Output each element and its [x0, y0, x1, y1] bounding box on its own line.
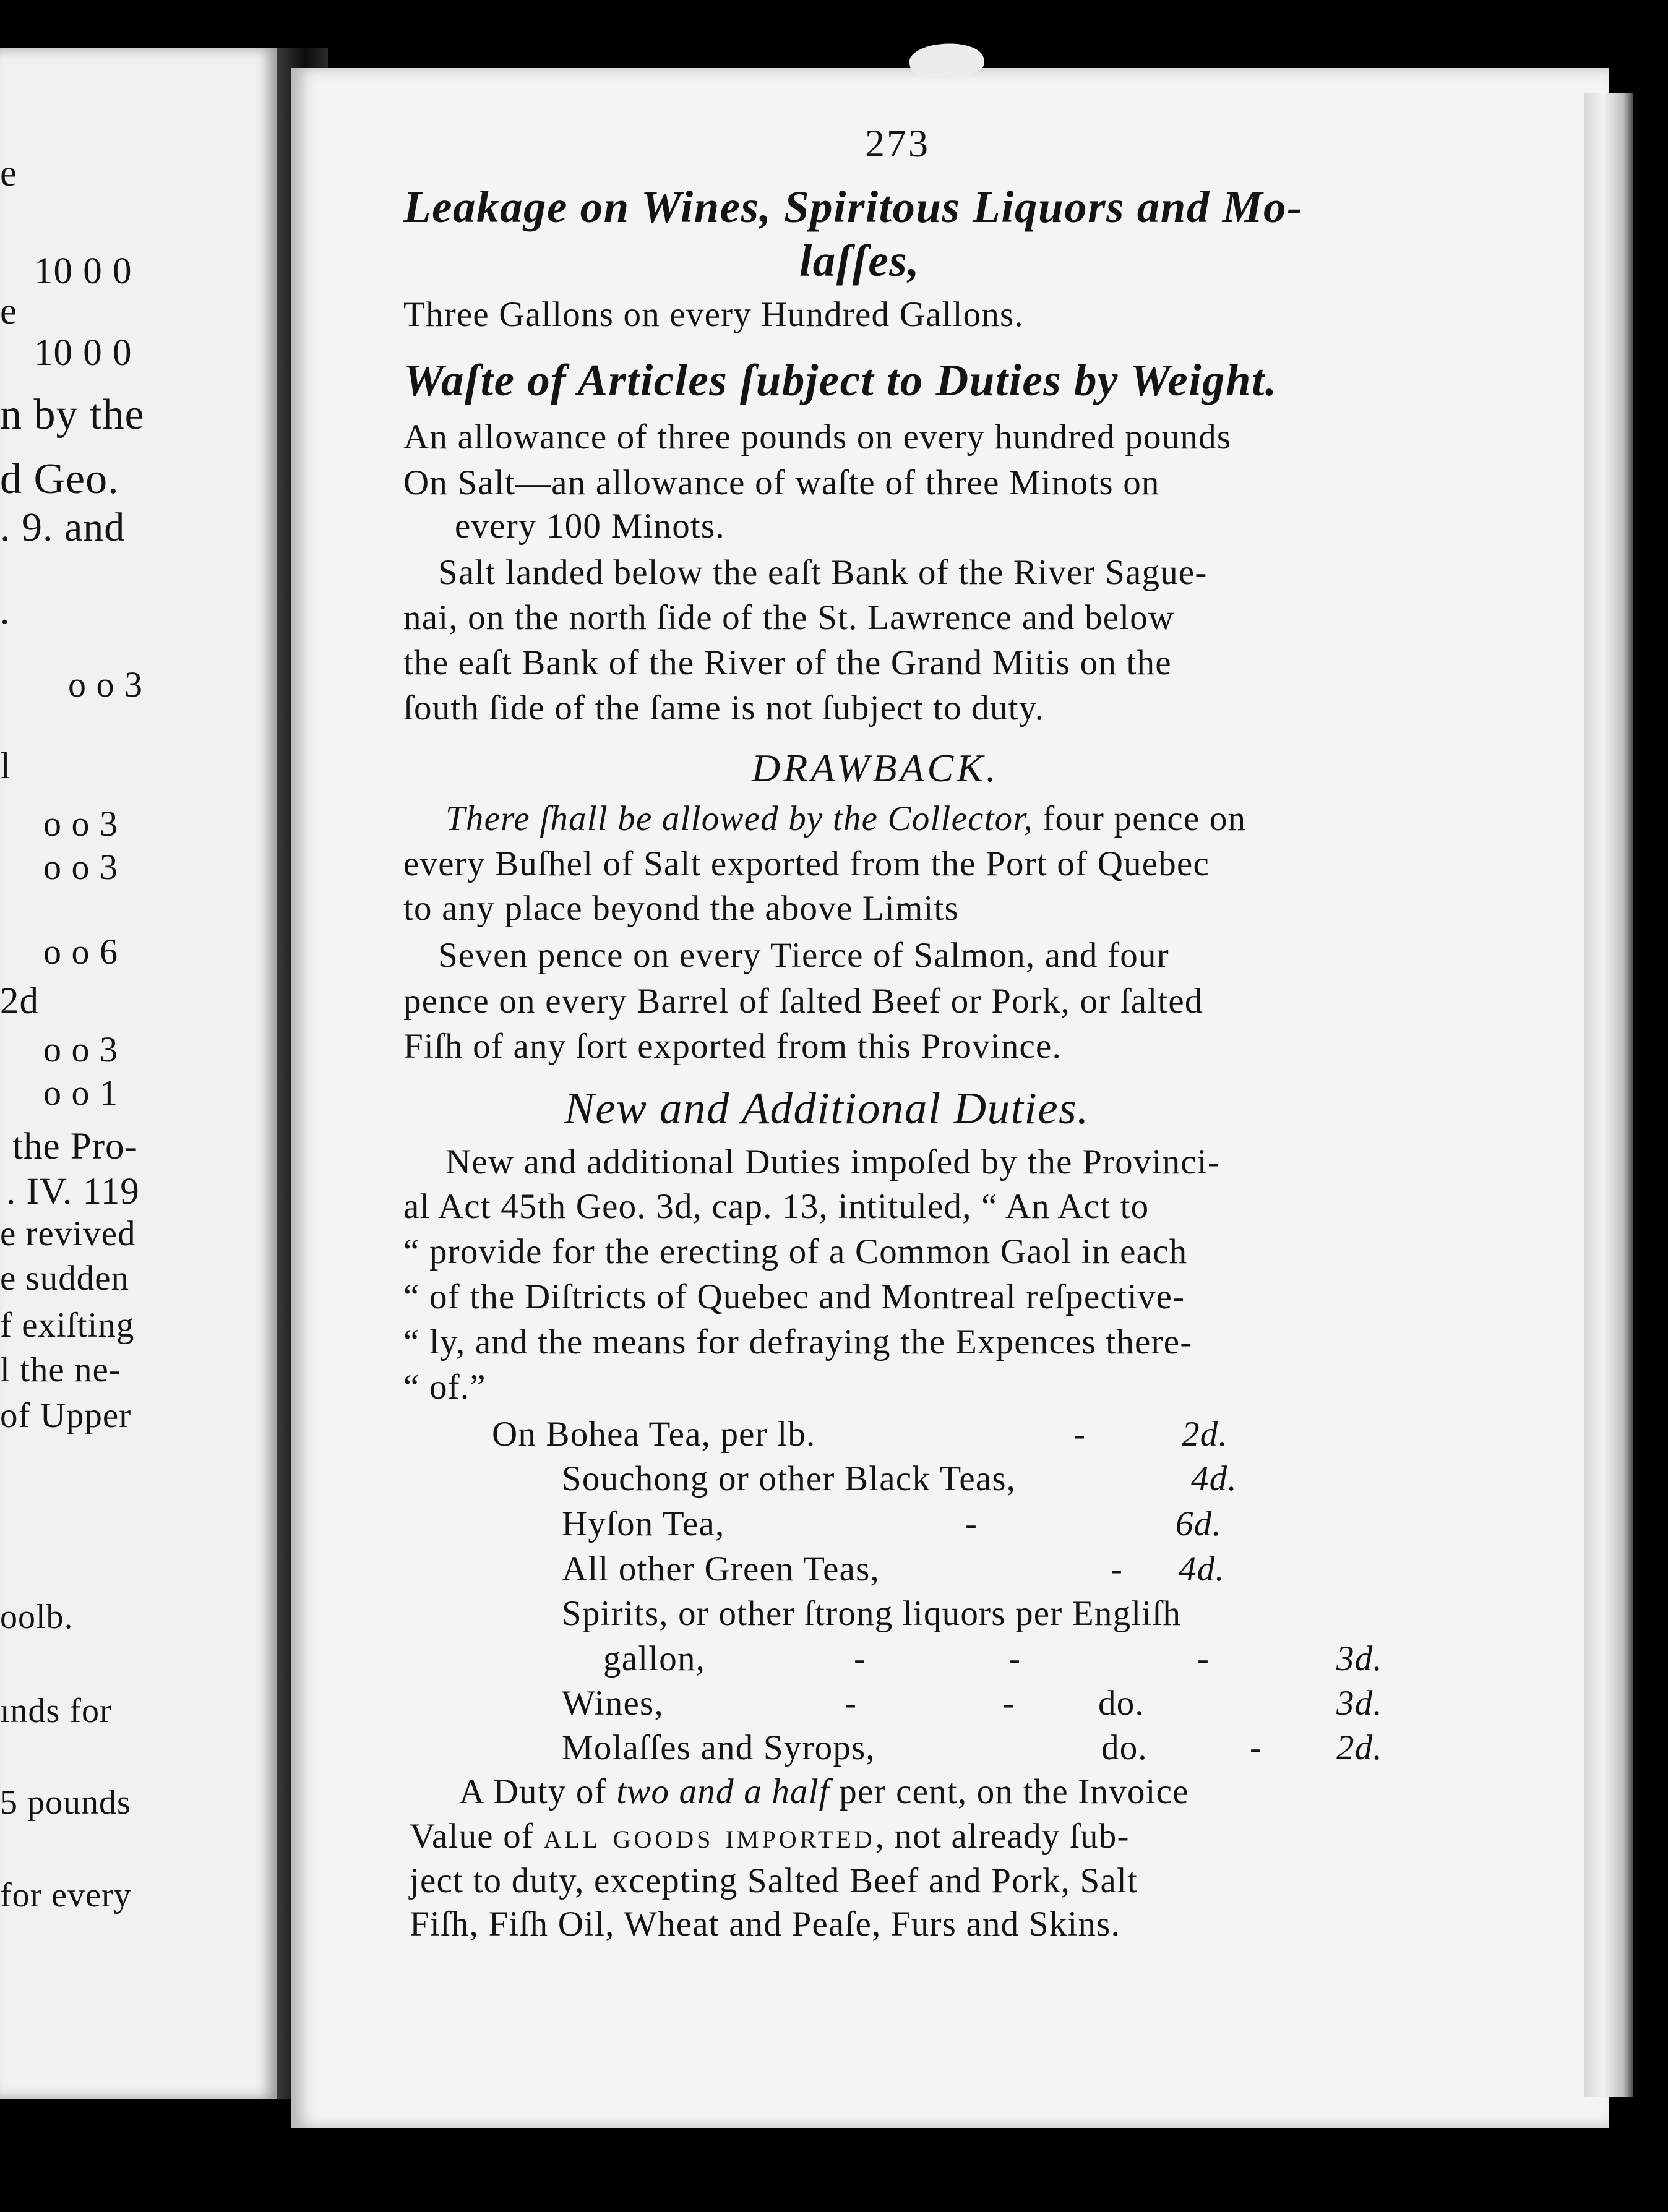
- text-line: Three Gallons on every Hundred Gallons.: [403, 295, 1024, 334]
- text-line: nai, on the north ſide of the St. Lawrence and below: [403, 598, 1175, 637]
- duty-dash: -: [845, 1684, 858, 1723]
- text-line: Fiſh, Fiſh Oil, Wheat and Peaſe, Furs and Skins.: [410, 1905, 1121, 1944]
- text-line: ject to duty, excepting Salted Beef and Pork, Salt: [410, 1861, 1138, 1900]
- text-line: to any place beyond the above Limits: [403, 889, 959, 928]
- text-line: pence on every Barrel of ſalted Beef or Pork, or ſalted: [403, 982, 1203, 1021]
- left-fragment: 2d: [0, 980, 39, 1022]
- left-fragment: 10 0 0: [34, 251, 132, 292]
- text-line: every Buſhel of Salt exported from the Port of Quebec: [403, 844, 1210, 883]
- duty-amount: 4d.: [1191, 1459, 1237, 1498]
- duty-dash: -: [854, 1639, 867, 1678]
- heading-waste: Waſte of Articles ſubject to Duties by Weight.: [403, 355, 1278, 405]
- text-line: “ of.”: [403, 1368, 486, 1407]
- left-fragment: e sudden: [0, 1259, 130, 1298]
- heading-leakage-continued: laſſes,: [799, 236, 920, 286]
- duty-amount: 6d.: [1176, 1504, 1222, 1543]
- duty-dash: -: [965, 1504, 978, 1543]
- text-line: On Salt—an allowance of waſte of three Minots on: [403, 463, 1160, 502]
- left-fragment: e revived: [0, 1214, 136, 1253]
- duty-amount: 2d.: [1182, 1415, 1228, 1454]
- left-fragment: l the ne-: [0, 1350, 121, 1389]
- duty-dash: -: [1250, 1728, 1263, 1767]
- left-fragment: e: [0, 291, 18, 332]
- heading-new-duties: New and Additional Duties.: [564, 1083, 1090, 1133]
- duty-item: Hyſon Tea,: [562, 1504, 725, 1543]
- left-fragment: l: [0, 745, 11, 787]
- text-run: A Duty of: [459, 1772, 617, 1811]
- page-number: 273: [865, 121, 930, 165]
- left-fragment: . IV. 119: [6, 1171, 140, 1212]
- duty-do: do.: [1101, 1728, 1148, 1767]
- duty-dash: -: [1197, 1639, 1210, 1678]
- duty-item: All other Green Teas,: [562, 1550, 880, 1588]
- heading-leakage: Leakage on Wines, Spiritous Liquors and Mo-: [403, 182, 1303, 232]
- left-fragment: . 9. and: [0, 505, 126, 550]
- text-run: four pence on: [1033, 799, 1247, 838]
- heading-drawback: DRAWBACK.: [752, 746, 999, 790]
- duty-amount: 3d.: [1336, 1684, 1383, 1723]
- left-fragment: ınds for: [0, 1692, 112, 1730]
- left-fragment: o o 3: [43, 804, 118, 844]
- left-fragment: the Pro-: [12, 1126, 138, 1167]
- left-fragment: e: [0, 153, 18, 194]
- text-run: per cent, on the Invoice: [829, 1772, 1189, 1811]
- italic-text: two and a half: [616, 1772, 830, 1811]
- left-fragment: o o 3: [43, 847, 118, 887]
- text-line: “ of the Diſtricts of Quebec and Montreal reſpective-: [403, 1277, 1185, 1316]
- left-fragment: f exiſting: [0, 1306, 135, 1345]
- small-caps-text: all goods imported: [543, 1817, 875, 1856]
- left-fragment: for every: [0, 1876, 132, 1914]
- text-line: “ provide for the erecting of a Common Gaol in each: [403, 1232, 1188, 1271]
- duty-item: Wines,: [562, 1684, 664, 1723]
- text-line: ſouth ſide of the ſame is not ſubject to duty.: [403, 688, 1045, 727]
- text-line: every 100 Minots.: [455, 507, 725, 546]
- duty-dash: -: [1111, 1550, 1124, 1588]
- left-fragment: o o 6: [43, 932, 118, 972]
- duty-dash: -: [1073, 1415, 1086, 1454]
- duty-amount: 3d.: [1336, 1639, 1383, 1678]
- italic-text: There ſhall be allowed by the Collector,: [445, 799, 1033, 838]
- text-line: al Act 45th Geo. 3d, cap. 13, intituled, “ An Act to: [403, 1187, 1150, 1226]
- left-fragment: 5 pounds: [0, 1783, 131, 1822]
- left-fragment: o o 3: [68, 664, 143, 705]
- ad-valorem-line: [459, 1774, 1189, 1809]
- duty-amount: 2d.: [1336, 1728, 1383, 1767]
- duty-item: On Bohea Tea, per lb.: [492, 1415, 816, 1454]
- text-run: , not already ſub-: [875, 1817, 1130, 1856]
- left-fragment: o o 1: [43, 1073, 118, 1113]
- text-line: An allowance of three pounds on every hundred pounds: [403, 418, 1232, 457]
- text-line: the eaſt Bank of the River of the Grand Mitis on the: [403, 643, 1172, 682]
- left-fragment: 10 0 0: [34, 332, 132, 374]
- duty-item: gallon,: [603, 1639, 706, 1678]
- duty-item: Molaſſes and Syrops,: [562, 1728, 875, 1767]
- left-fragment: of Upper: [0, 1396, 132, 1435]
- left-fragment: oolb.: [0, 1598, 74, 1636]
- left-fragment: .: [0, 591, 11, 632]
- text-line: Salt landed below the eaſt Bank of the River Sague-: [438, 553, 1208, 592]
- duty-dash: -: [1008, 1639, 1021, 1678]
- text-line: Seven pence on every Tierce of Salmon, and four: [438, 936, 1169, 975]
- text-line: New and additional Duties impoſed by the Provinci-: [445, 1142, 1221, 1181]
- ad-valorem-line: [410, 1819, 1130, 1854]
- text-line: “ ly, and the means for defraying the Expences there-: [403, 1322, 1193, 1361]
- duty-dash: -: [1002, 1684, 1015, 1723]
- left-fragment: n by the: [0, 391, 145, 439]
- duty-do: do.: [1098, 1684, 1145, 1723]
- text-line: Fiſh of any ſort exported from this Province.: [403, 1027, 1062, 1066]
- text-run: Value of: [410, 1817, 544, 1856]
- left-fragment: d Geo.: [0, 455, 119, 503]
- left-fragment: o o 3: [43, 1029, 118, 1070]
- duty-item: Souchong or other Black Teas,: [562, 1459, 1017, 1498]
- duty-item: Spirits, or other ſtrong liquors per Engliſh: [562, 1594, 1182, 1633]
- duty-amount: 4d.: [1179, 1550, 1225, 1588]
- drawback-first-line: [445, 801, 1246, 836]
